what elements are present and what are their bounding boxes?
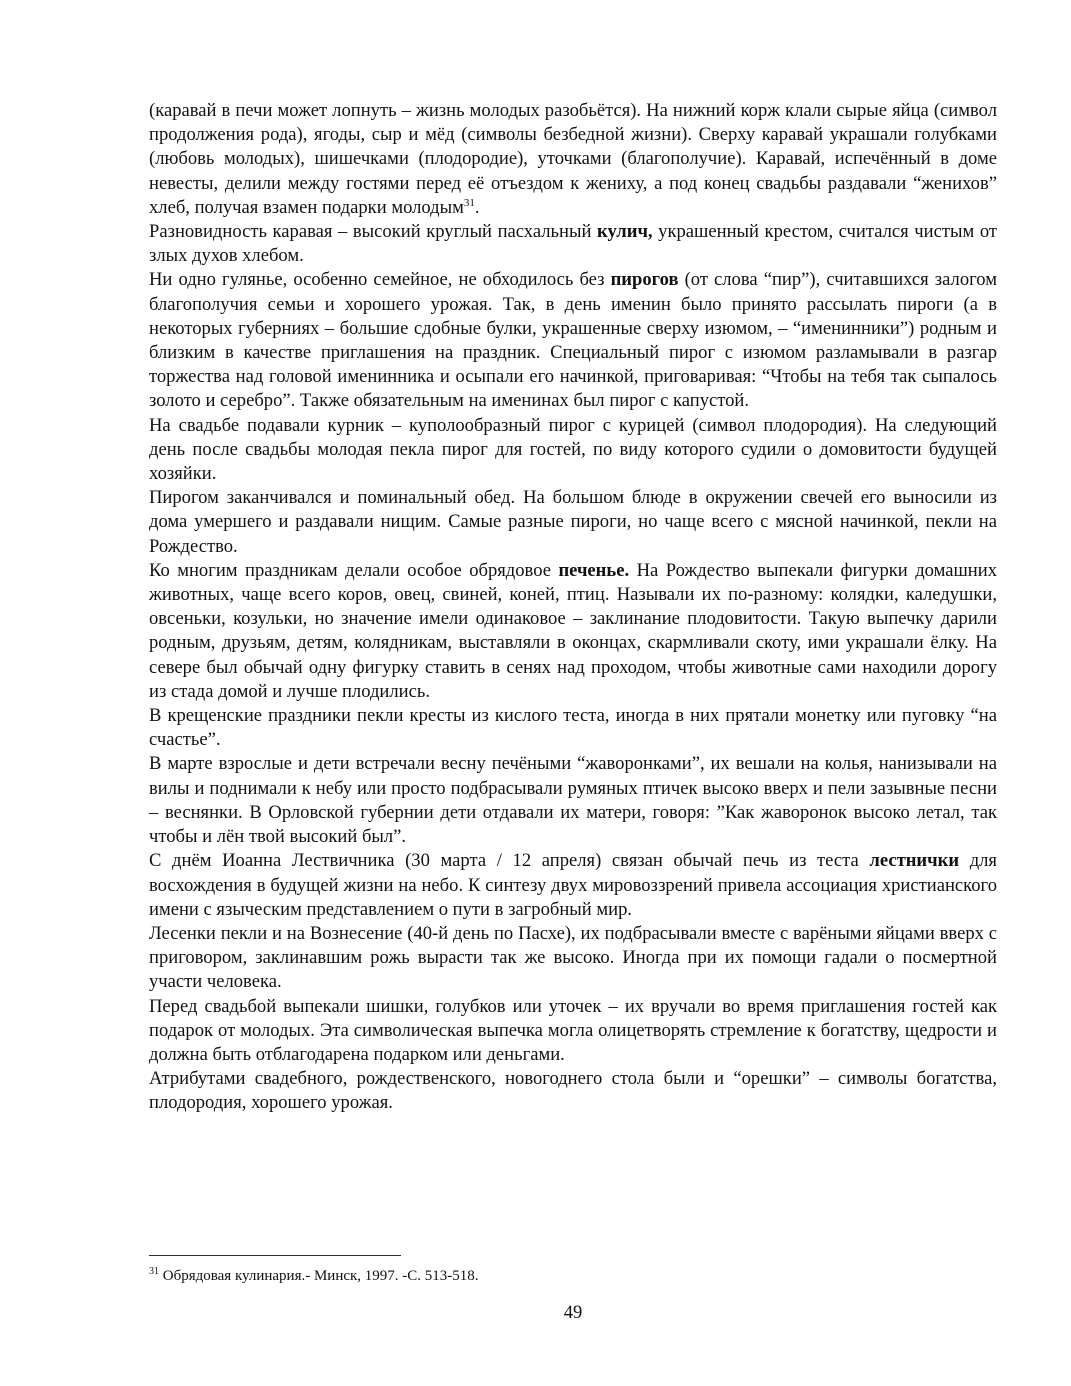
paragraph-text: (от слова “пир”), считавшихся залогом благополучия семьи и хорошего урожая. Так, в день именин было принято рассылать пироги (а в некоторых губерниях – большие сдобные булки, украшенные сверху изюмом, – “именинники”) родным и близким в качестве приглашения на праздник. Специальный пирог с изюмом разламывали в разгар торжества над головой именинника и осыпали его начинкой, приговаривая: “Чтобы на тебя так сыпалось золото и серебро”. Также обязательным на именинах был пирог с капустой. (149, 269, 997, 412)
paragraph-text: На свадьбе подавали курник – куполообразный пирог с курицей (символ плодородия). На следующий день после свадьбы молодая пекла пирог для гостей, по виду которого судили о домовитости будущей хозяйки. (149, 414, 997, 485)
paragraph-text: . (474, 196, 480, 218)
paragraph-text: С днём Иоанна Лествичника (30 марта / 12 апреля) связан обычай печь из теста (149, 850, 870, 872)
footnote-number: 31 (149, 1266, 159, 1277)
paragraph-text: В марте взрослые и дети встречали весну печёными “жаворонками”, их вешали на колья, нанизывали на вилы и поднимали к небу или просто подбрасывали румяных птичек высоко вверх и пели зазывные песни – веснянки. В Орловской губернии дети отдавали их матери, говоря: ”Как жаворонок высоко летал, так чтобы и лён твой высокий был”. (149, 753, 997, 848)
footnote-text: Обрядовая кулинария.- Минск, 1997. -С. 513-518. (159, 1268, 479, 1284)
paragraph-text: (каравай в печи может лопнуть – жизнь молодых разобьётся). На нижний корж клали сырые яйца (символ продолжения рода), ягоды, сыр и мёд (символы безбедной жизни). Сверху каравай украшали голубками (любовь молодых), шишечками (плодородие), уточками (благополучие). Каравай, испечённый в доме невесты, делили между гостями перед её отъездом к жениху, а под конец свадьбы раздавали “женихов” хлеб, получая взамен подарки молодым (149, 100, 997, 218)
paragraph (149, 559, 997, 704)
paragraph-text: Ко многим праздникам делали особое обрядовое (149, 559, 559, 581)
bold-term: кулич, (597, 221, 653, 243)
page-body (149, 99, 997, 1116)
paragraph-text: украшенный крестом, считался чистым от злых духов хлебом. (149, 221, 997, 267)
paragraph-text: На Рождество выпекали фигурки домашних животных, чаще всего коров, овец, свиней, коней, птиц. Называли их по-разному: колядки, каледушки, овсеньки, козульки, но значение имели одинаковое – заклинание плодовитости. Такую выпечку дарили родным, друзьям, детям, колядникам, выставляли в оконцах, скармливали скоту, ими украшали ёлку. На севере был обычай одну фигурку ставить в сенях над проходом, чтобы животные сами находили дорогу из стада домой и лучше плодились. (149, 559, 998, 702)
paragraph-text: Перед свадьбой выпекали шишки, голубков или уточек – их вручали во время приглашения гостей как подарок от молодых. Эта символическая выпечка могла олицетворять стремление к богатству, щедрости и должна быть отблагодарена подарком или деньгами. (149, 995, 997, 1065)
paragraph (149, 1067, 997, 1115)
bold-term: пирогов (610, 269, 679, 291)
bold-term: печенье. (558, 559, 630, 581)
paragraph-text: Пирогом заканчивался и поминальный обед. На большом блюде в окружении свечей его выносили из дома умершего и раздавали нищим. Самые разные пироги, но чаще всего с мясной начинкой, пекли на Рождество. (149, 487, 997, 557)
paragraph (149, 922, 997, 995)
footnote-separator (149, 1255, 401, 1256)
paragraph-text: Лесенки пекли и на Вознесение (40-й день по Пасхе), их подбрасывали вместе с варёными яйцами вверх с приговором, заклинавшим рожь вырасти так же высоко. Иногда при их помощи гадали о посмертной участи человека. (149, 922, 997, 993)
paragraph-text: для восхождения в будущей жизни на небо. К синтезу двух мировоззрений привела ассоциация христианского имени с языческим представлением о пути в загробный мир. (149, 850, 997, 920)
bold-term: лестнички (869, 850, 960, 872)
footnote (149, 1266, 997, 1286)
paragraph (149, 849, 997, 922)
paragraph (149, 752, 997, 849)
paragraph-text: В крещенские праздники пекли кресты из кислого теста, иногда в них прятали монетку или пуговку “на счастье”. (149, 705, 997, 751)
footnote-reference[interactable]: 31 (463, 196, 475, 209)
paragraph-text: Атрибутами свадебного, рождественского, новогоднего стола были и “орешки” – символы богатства, плодородия, хорошего урожая. (149, 1068, 997, 1114)
paragraph-text: Ни одно гулянье, особенно семейное, не обходилось без (149, 269, 611, 291)
paragraph-text: Разновидность каравая – высокий круглый пасхальный (149, 221, 598, 243)
paragraph (149, 414, 997, 487)
paragraph (149, 268, 997, 413)
paragraph (149, 220, 997, 268)
paragraph (149, 486, 997, 559)
paragraph (149, 995, 997, 1068)
paragraph (149, 704, 997, 752)
page-number: 49 (563, 1302, 583, 1323)
paragraph (149, 99, 997, 220)
